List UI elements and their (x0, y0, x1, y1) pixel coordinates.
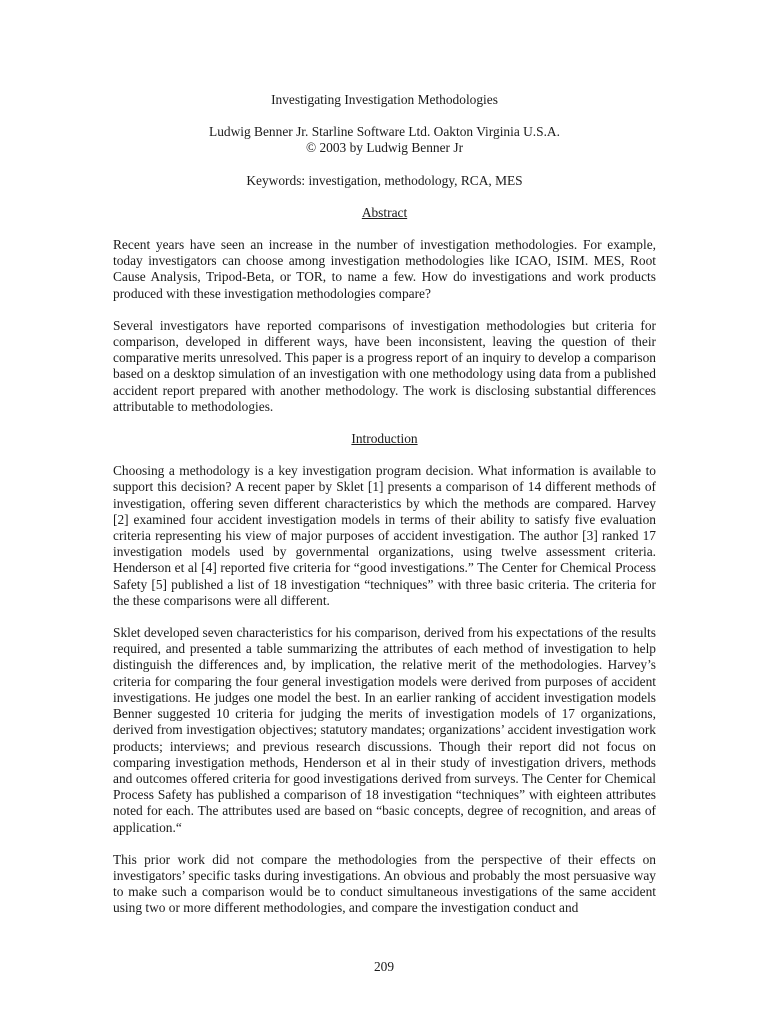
copyright-line: © 2003 by Ludwig Benner Jr (305, 140, 464, 156)
abstract-paragraph-2: Several investigators have reported comparisons of investigation methodologies but criteria for comparison, developed in different ways, have been inconsistent, leaving the question of their comparative merits unresolved. This paper is a progress report of an inquiry to develop a comparison based on a desktop simulation of an investigation with one methodology using data from a published accident report prepared with another methodology. The work is disclosing substantial differences attributable to methodologies. (113, 317, 656, 414)
introduction-heading: Introduction (351, 431, 418, 447)
abstract-heading: Abstract (361, 204, 408, 220)
paper-page (113, 92, 656, 917)
keywords-line: Keywords: investigation, methodology, RCA, MES (246, 172, 523, 188)
introduction-paragraph-1: Choosing a methodology is a key investigation program decision. What information is available to support this decision? A recent paper by Sklet [1] presents a comparison of 14 different methods of investigation, offering seven different characteristics by which the methods are compared. Harvey [2] examined four accident investigation models in terms of their ability to satisfy five evaluation criteria representing his view of major purposes of accident investigation. The author [3] ranked 17 investigation models used by governmental organizations, using twelve assessment criteria. Henderson et al [4] reported five criteria for “good investigations.” The Center for Chemical Process Safety [5] published a list of 18 investigation “techniques” with three basic criteria. The criteria for the these comparisons were all different. (113, 463, 656, 608)
paper-title: Investigating Investigation Methodologies (271, 92, 498, 107)
page-number: 209 (373, 959, 395, 974)
abstract-paragraph-1: Recent years have seen an increase in the number of investigation methodologies. For example, today investigators can choose among investigation methodologies like ICAO, ISIM. MES, Root Cause Analysis, Tripod-Beta, or TOR, to name a few. How do investigations and work products produced with these investigation methodologies compare? (113, 237, 656, 301)
introduction-paragraph-2: Sklet developed seven characteristics for his comparison, derived from his expectations of the results required, and presented a table summarizing the attributes of each method of investigation to help distinguish the differences and, by implication, the relative merit of the methodologies. Harvey’s criteria for comparing the four general investigation models were derived from purposes of accident investigations. He judges one model the best. In an earlier ranking of accident investigation models Benner suggested 10 criteria for judging the merits of investigation models of 17 organizations, derived from investigation objectives; statutory mandates; organizations’ accident investigation work products; interviews; and previous research discussions. Though their report did not focus on comparing investigation methods, Henderson et al in their study of investigation drivers, methods and outcomes offered criteria for good investigations derived from surveys. The Center for Chemical Process Safety has published a comparison of 18 investigation “techniques” with eighteen attributes noted for each. The attributes used are based on “basic concepts, degree of recognition, and areas of application.“ (113, 625, 656, 835)
author-line: Ludwig Benner Jr. Starline Software Ltd. Oakton Virginia U.S.A. (209, 124, 560, 140)
introduction-paragraph-3: This prior work did not compare the methodologies from the perspective of their effects on investigators’ specific tasks during investigations. An obvious and probably the most persuasive way to make such a comparison would be to conduct simultaneous investigations of the same accident using two or more different methodologies, and compare the investigation conduct and (113, 851, 656, 916)
author-block (113, 124, 656, 156)
